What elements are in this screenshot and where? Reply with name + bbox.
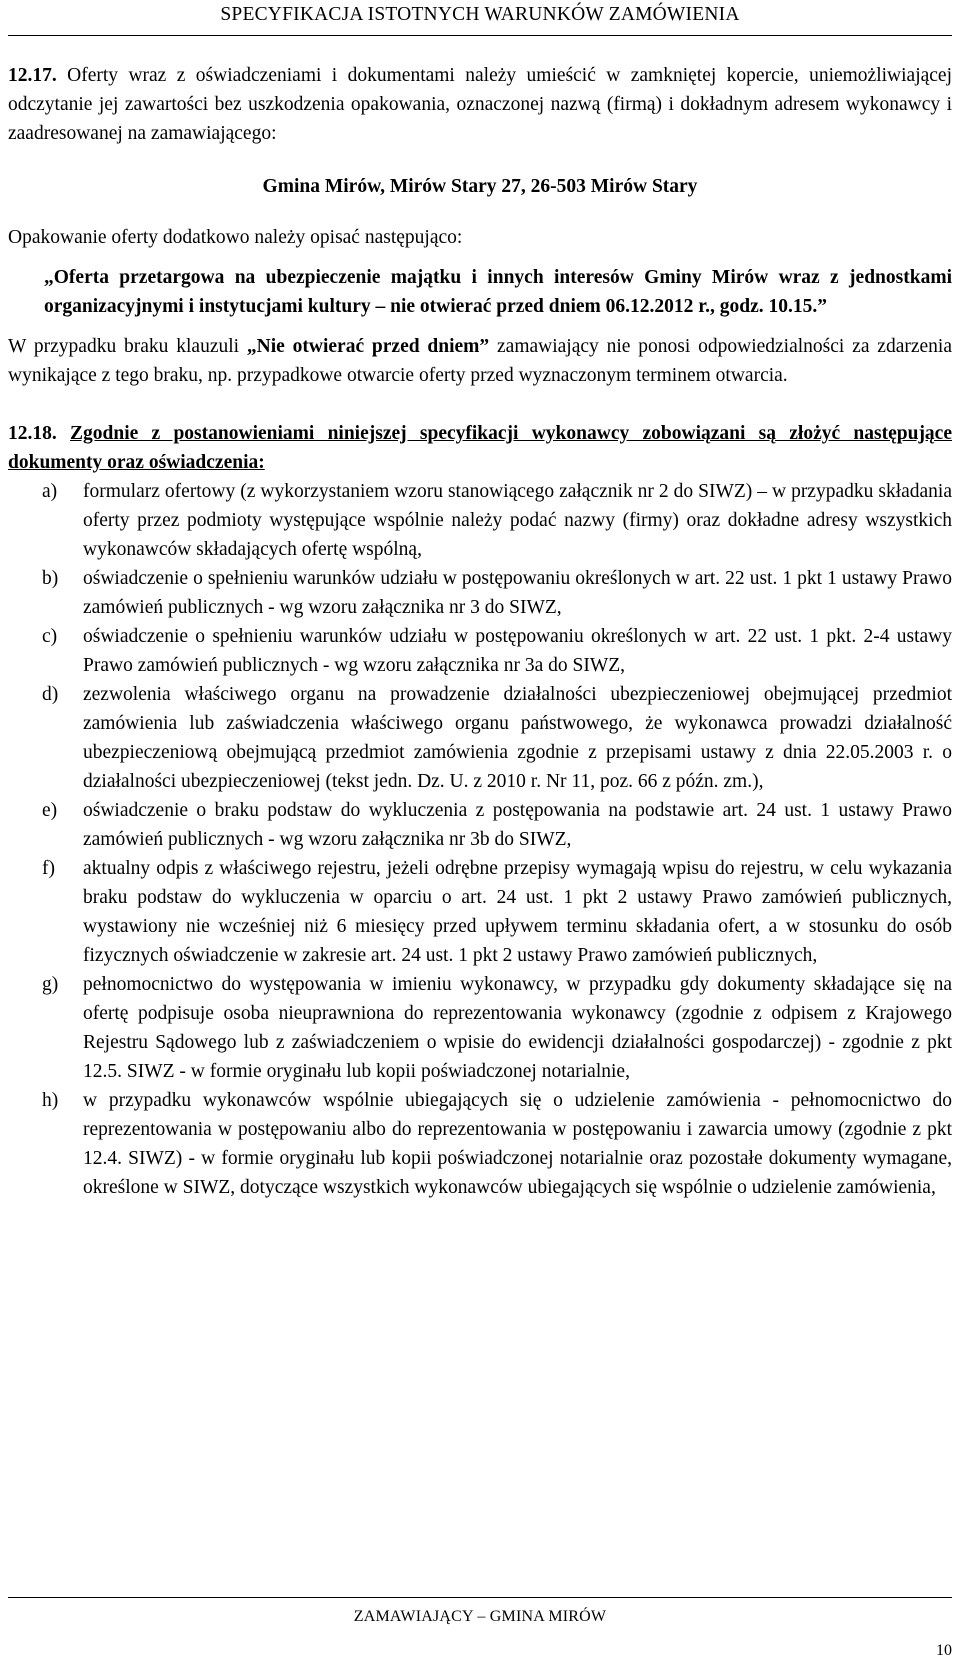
section-heading: Zgodnie z postanowieniami niniejszej specyfikacji wykonawcy zobowiązani są złożyć następujące dokumenty oraz oświadczenia: <box>8 423 952 473</box>
required-documents-list <box>8 477 952 1202</box>
missing-clause-warning <box>8 332 952 390</box>
list-marker: e) <box>42 800 58 821</box>
list-item-text: w przypadku wykonawców wspólnie ubiegających się o udzielenie zamówienia - pełnomocnictwo do reprezentowania w postępowaniu albo do reprezentowania w postępowaniu i zawarcia umowy (zgodnie z pkt 12.4. SIWZ) - w formie oryginału lub kopii poświadczonej notarialnie oraz pozostałe dokumenty wymagane, określone w SIWZ, dotyczące wszystkich wykonawców ubiegających się wspólnie o udzielenie zamówienia, <box>83 1090 952 1198</box>
list-marker: g) <box>42 974 59 995</box>
list-item <box>8 680 952 796</box>
list-item <box>8 1086 952 1202</box>
footer-divider <box>8 1597 952 1598</box>
list-item <box>8 477 952 564</box>
recipient-address: Gmina Mirów, Mirów Stary 27, 26-503 Mirów Stary <box>262 176 698 197</box>
list-item-text: oświadczenie o braku podstaw do wykluczenia z postępowania na podstawie art. 24 ust. 1 ustawy Prawo zamówień publicznych - wg wzoru załącznika nr 3b do SIWZ, <box>83 800 952 850</box>
warning-text-start: W przypadku braku klauzuli <box>8 336 247 357</box>
list-item-text: pełnomocnictwo do występowania w imieniu wykonawcy, w przypadku gdy dokumenty składające się na ofertę podpisuje osoba nieuprawniona do reprezentowania wykonawcy (zgodnie z odpisem z Krajowego Rejestru Sądowego lub z zaświadczeniem o wpisie do ewidencji działalności gospodarczej) - zgodnie z pkt 12.5. SIWZ - w formie oryginału lub kopii poświadczonej notarialnie, <box>83 974 952 1082</box>
list-marker: f) <box>42 858 55 879</box>
list-marker: c) <box>42 626 58 647</box>
document-body <box>8 61 952 1202</box>
warning-clause: „Nie otwierać przed dniem” <box>246 336 490 357</box>
section-12-18-heading <box>8 419 952 477</box>
envelope-description: Opakowanie oferty dodatkowo należy opisać następująco: <box>8 227 463 248</box>
page-footer: ZAMAWIAJĄCY – GMINA MIRÓW <box>353 1608 607 1625</box>
list-item <box>8 854 952 970</box>
list-marker: h) <box>42 1090 59 1111</box>
list-marker: b) <box>42 568 59 589</box>
list-item <box>8 796 952 854</box>
list-item-text: oświadczenie o spełnieniu warunków udziału w postępowaniu określonych w art. 22 ust. 1 pkt 1 ustawy Prawo zamówień publicznych - wg wzoru załącznika nr 3 do SIWZ, <box>83 568 952 618</box>
list-item <box>8 622 952 680</box>
section-12-17-paragraph <box>8 61 952 148</box>
page-number: 10 <box>936 1642 952 1659</box>
section-text: Oferty wraz z oświadczeniami i dokumentami należy umieścić w zamkniętej kopercie, uniemożliwiającej odczytanie jej zawartości bez uszkodzenia opakowania, oznaczonej nazwą (firmą) i dokładnym adresem wykonawcy i zaadresowanej na zamawiającego: <box>8 65 953 144</box>
list-item <box>8 564 952 622</box>
list-item <box>8 970 952 1086</box>
list-item-text: formularz ofertowy (z wykorzystaniem wzoru stanowiącego załącznik nr 2 do SIWZ) – w przypadku składania oferty przez podmioty występujące wspólnie należy podać nazwy (firmy) oraz dokładne adresy wszystkich wykonawców składających ofertę wspólną, <box>83 481 952 560</box>
list-item-text: aktualny odpis z właściwego rejestru, jeżeli odrębne przepisy wymagają wpisu do rejestru, w celu wykazania braku podstaw do wykluczenia w oparciu o art. 24 ust. 1 pkt 2 ustawy Prawo zamówień publicznych, wystawiony nie wcześniej niż 6 miesięcy przed upływem terminu składania ofert, a w stosunku do osób fizycznych oświadczenie w zakresie art. 24 ust. 1 pkt 2 ustawy Prawo zamówień publicznych, <box>83 858 952 966</box>
list-marker: a) <box>42 481 58 502</box>
envelope-label-quote: „Oferta przetargowa na ubezpieczenie majątku i innych interesów Gminy Mirów wraz z jednostkami organizacyjnymi i instytucjami kultury – nie otwierać przed dniem 06.12.2012 r., godz. 10.15.” <box>44 267 952 317</box>
warning-text-end: zamawiający nie ponosi odpowiedzialności za zdarzenia wynikające z tego braku, np. przypadkowe otwarcie oferty przed wyznaczonym terminem otwarcia. <box>8 336 952 386</box>
section-number: 12.17. <box>8 65 57 86</box>
header-divider <box>8 35 952 36</box>
list-item-text: zezwolenia właściwego organu na prowadzenie działalności ubezpieczeniowej obejmującej przedmiot zamówienia lub zaświadczenia właściwego organu państwowego, że wykonawca prowadzi działalność ubezpieczeniową obejmującą przedmiot zamówienia zgodnie z przepisami ustawy z dnia 22.05.2003 r. o działalności ubezpieczeniowej (tekst jedn. Dz. U. z 2010 r. Nr 11, poz. 66 z późn. zm.), <box>83 684 952 792</box>
list-item-text: oświadczenie o spełnieniu warunków udziału w postępowaniu określonych w art. 22 ust. 1 pkt. 2-4 ustawy Prawo zamówień publicznych - wg wzoru załącznika nr 3a do SIWZ, <box>83 626 952 676</box>
page-header: SPECYFIKACJA ISTOTNYCH WARUNKÓW ZAMÓWIENIA <box>220 4 740 25</box>
list-marker: d) <box>42 684 59 705</box>
section-number: 12.18. <box>8 423 57 444</box>
